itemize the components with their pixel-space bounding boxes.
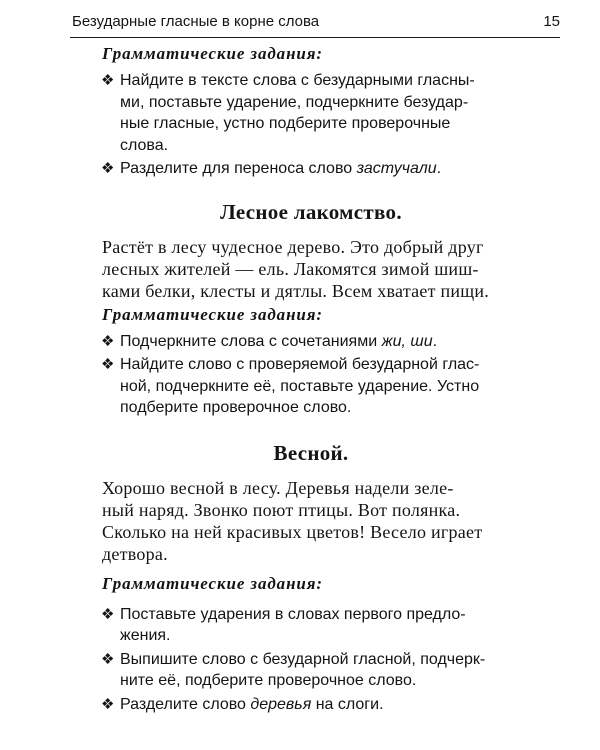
- task-block-1: [102, 44, 520, 180]
- tasks-heading: Грамматические задания:: [102, 573, 323, 593]
- story-line: Растёт в лесу чудесное дерево. Это добрый друг: [102, 236, 484, 257]
- task-italic-word: жи, ши: [381, 332, 433, 350]
- diamond-bullet-icon: ❖: [101, 605, 115, 623]
- task-line: ните её, подберите проверочное слово.: [120, 672, 417, 689]
- story-line: лесных жителей — ель. Лакомятся зимой шиш-: [102, 258, 479, 279]
- page-number: 15: [543, 13, 560, 30]
- task-text-end: .: [436, 160, 442, 177]
- story-text: [102, 236, 520, 302]
- story-line: детвора.: [102, 543, 168, 564]
- diamond-bullet-icon: ❖: [101, 72, 115, 89]
- task-line: подберите проверочное слово.: [120, 399, 352, 416]
- story-title: Лесное лакомство.: [220, 199, 402, 224]
- task-line: Поставьте ударения в словах первого предло-: [120, 605, 466, 623]
- task-line: Найдите в тексте слова с безударными гласны-: [120, 72, 475, 89]
- header-rule: [70, 37, 560, 38]
- diamond-bullet-icon: ❖: [101, 332, 115, 350]
- task-text-end: .: [432, 332, 438, 350]
- task-text-end: на слоги.: [311, 695, 384, 713]
- task-line: ной, подчеркните её, поставьте ударение. Устно: [120, 377, 480, 395]
- task-item: [102, 604, 520, 647]
- story-vesnoy: [102, 441, 520, 716]
- task-line: слова.: [120, 136, 169, 154]
- task-list: [102, 70, 520, 180]
- story-line: Сколько на ней красивых цветов! Весело играет: [102, 521, 483, 542]
- task-item: [102, 649, 520, 692]
- story-title: Весной.: [273, 440, 349, 465]
- story-text: [102, 477, 520, 565]
- page-body: [102, 44, 520, 715]
- task-item: [102, 694, 520, 716]
- diamond-bullet-icon: ❖: [101, 695, 115, 713]
- tasks-heading: Грамматические задания:: [102, 304, 323, 324]
- task-text: Разделите для переноса слово: [120, 160, 357, 177]
- running-title: Безударные гласные в корне слова: [72, 13, 320, 30]
- task-italic-word: деревья: [250, 695, 312, 713]
- task-list: [102, 604, 520, 716]
- story-line: ный наряд. Звонко поют птицы. Вот полянка.: [102, 499, 461, 520]
- task-item: [102, 331, 520, 353]
- story-lesnoe-lakomstvo: [102, 200, 520, 419]
- diamond-bullet-icon: ❖: [101, 650, 115, 668]
- task-line: Найдите слово с проверяемой безударной глас-: [120, 356, 480, 373]
- task-item: [102, 354, 520, 419]
- story-line: ками белки, клесты и дятлы. Всем хватает пищи.: [102, 280, 490, 301]
- task-line: ми, поставьте ударение, подчеркните безудар-: [120, 93, 469, 111]
- task-text: Разделите слово: [120, 695, 251, 713]
- diamond-bullet-icon: ❖: [101, 356, 115, 373]
- task-line: жения.: [120, 627, 171, 644]
- tasks-heading: Грамматические задания:: [102, 44, 323, 63]
- running-header: [72, 13, 560, 30]
- task-italic-word: застучали: [356, 160, 437, 177]
- task-list: [102, 331, 520, 419]
- task-line: ные гласные, устно подберите проверочные: [120, 115, 451, 132]
- task-text: Подчеркните слова с сочетаниями: [120, 332, 382, 350]
- task-line: Выпишите слово с безударной гласной, подчерк-: [120, 650, 486, 668]
- story-line: Хорошо весной в лесу. Деревья надели зеле-: [102, 477, 454, 498]
- task-item: [102, 158, 520, 180]
- diamond-bullet-icon: ❖: [101, 160, 115, 177]
- task-item: [102, 70, 520, 156]
